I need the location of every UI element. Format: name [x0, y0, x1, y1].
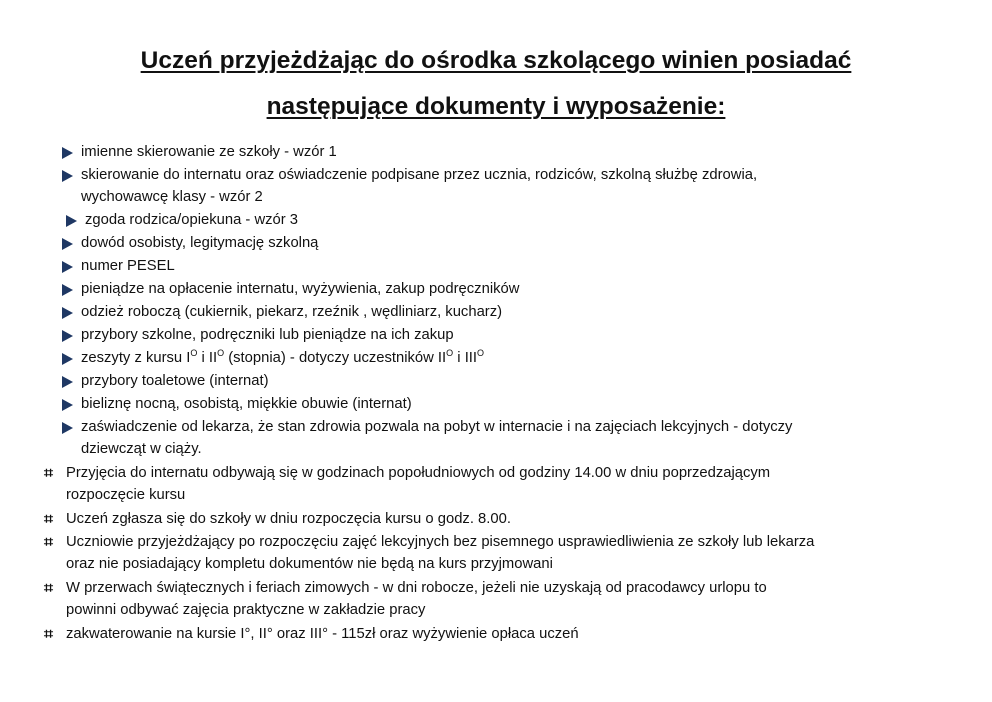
arrow-right-icon [62, 261, 73, 273]
arrow-right-icon [62, 422, 73, 434]
arrow-right-icon [62, 284, 73, 296]
hash-icon: ⌗ [44, 578, 54, 597]
page-title-line-1: Uczeń przyjeżdżając do ośrodka szkolącego winien posiadać [140, 47, 852, 74]
arrow-right-icon [62, 307, 73, 319]
hash-icon: ⌗ [44, 509, 54, 528]
hash-icon: ⌗ [44, 532, 54, 551]
hash-icon: ⌗ [44, 624, 54, 643]
hash-icon: ⌗ [44, 463, 54, 482]
arrow-right-icon [66, 215, 77, 227]
page-title-line-2: następujące dokumenty i wyposażenie: [266, 93, 726, 120]
arrow-right-icon [62, 330, 73, 342]
arrow-right-icon [62, 353, 73, 365]
arrow-right-icon [62, 399, 73, 411]
arrow-right-icon [62, 147, 73, 159]
arrow-right-icon [62, 170, 73, 182]
arrow-right-icon [62, 376, 73, 388]
document-page: Uczeń przyjeżdżając do ośrodka szkolącego winien posiadać następujące dokumenty i wyposażenie: imienne skierowanie ze szkoły - wzór 1 skierowanie do internatu oraz oświadczenie podpisane przez ucznia, rodziców, szkolną służbę zdrowia, wychowawcę klasy - wzór 2 zgoda rodzica/opiekuna - wzór 3 dowód osobisty, legitymację szkolną numer PESEL pieniądze na opłacenie internatu, wyżywienia, zakup podręczników odzież roboczą (cukiernik, piekarz, rzeźnik , wędliniarz, kucharz) przybory szkolne, podręczniki lub pieniądze na ich zakup zeszyty z kursu $I^O$ i $II^O$ (stopnia) - dotyczy uczestników $II^O$ i $III^O$ przybory toaletowe (internat) bieliznę nocną, osobistą, miękkie obuwie (internat) zaświadczenie od lekarza, że stan zdrowia pozwala na pobyt w internacie i na zajęciach lekcyjnych - dotyczy dziewcząt w ciąży. ⌗ Przyjęcia do internatu odbywają się w godzinach popołudniowych od godziny 14.00 w dniu poprzedzającym rozpoczęcie kursu ⌗ Uczeń zgłasza się do szkoły w dniu rozpoczęcia kursu o godz. 8.00. ⌗ Uczniowie przyjeżdżający po rozpoczęciu zajęć lekcyjnych bez pisemnego usprawiedliwienia ze szkoły lub lekarza oraz nie posiadający kompletu dokumentów nie będą na kurs przyjmowani ⌗ W przerwach świątecznych i feriach zimowych - w dni robocze, jeżeli nie uzyskają od pracodawcy urlopu to powinni odbywać zajęcia praktyczne w zakładzie pracy ⌗ zakwaterowanie na kursie I°, II° oraz III° - 115zł oraz wyżywienie opłaca uczeń [0, 0, 992, 702]
arrow-right-icon [62, 238, 73, 250]
